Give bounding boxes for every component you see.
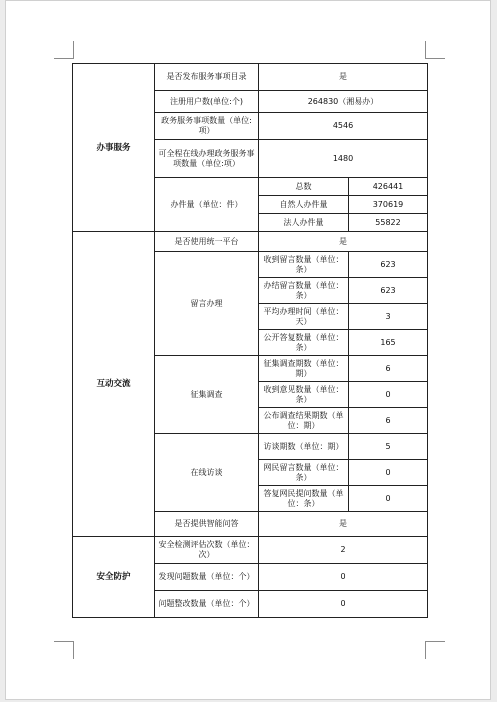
crop-mark-top-left-v xyxy=(73,41,74,59)
crop-mark-top-right-v xyxy=(425,41,426,59)
messages-received-value: 623 xyxy=(349,252,428,278)
survey-results-label: 公布调查结果期数（单位：期） xyxy=(259,408,349,434)
handling-natural-label: 自然人办件量 xyxy=(259,196,349,214)
interview-questions-value: 0 xyxy=(349,460,428,486)
messages-received-label: 收到留言数量（单位：条） xyxy=(259,252,349,278)
crop-mark-bottom-left-v xyxy=(73,641,74,659)
sec-found-label: 发现问题数量（单位：个） xyxy=(155,564,259,591)
survey-opinions-label: 收到意见数量（单位：条） xyxy=(259,382,349,408)
messages-avg-value: 3 xyxy=(349,304,428,330)
crop-mark-top-left-h xyxy=(54,58,74,59)
messages-finished-value: 623 xyxy=(349,278,428,304)
publish-catalog-value: 是 xyxy=(259,64,428,91)
service-items-value: 4546 xyxy=(259,113,428,140)
messages-finished-label: 办结留言数量（单位：条） xyxy=(259,278,349,304)
handling-legal-label: 法人办件量 xyxy=(259,214,349,232)
unified-platform-label: 是否使用统一平台 xyxy=(155,232,259,252)
table-row xyxy=(73,232,428,252)
interview-questions-label: 网民留言数量（单位：条） xyxy=(259,460,349,486)
messages-public-label: 公开答复数量（单位：条） xyxy=(259,330,349,356)
publish-catalog-label: 是否发布服务事项目录 xyxy=(155,64,259,91)
messages-avg-label: 平均办理时间（单位：天） xyxy=(259,304,349,330)
interview-periods-value: 5 xyxy=(349,434,428,460)
survey-results-value: 6 xyxy=(349,408,428,434)
survey-periods-value: 6 xyxy=(349,356,428,382)
messages-label: 留言办理 xyxy=(155,252,259,356)
handling-label: 办件量（单位：件） xyxy=(155,178,259,232)
interview-label: 在线访谈 xyxy=(155,434,259,512)
registered-users-label: 注册用户数(单位:个) xyxy=(155,91,259,113)
crop-mark-top-right-h xyxy=(425,58,445,59)
crop-mark-bottom-left-h xyxy=(54,641,74,642)
government-website-report-table xyxy=(72,63,428,618)
sec-found-value: 0 xyxy=(259,564,428,591)
survey-opinions-value: 0 xyxy=(349,382,428,408)
table-row xyxy=(73,64,428,91)
handling-natural-value: 370619 xyxy=(349,196,428,214)
sec-fixed-label: 问题整改数量（单位：个） xyxy=(155,591,259,618)
smart-qa-value: 是 xyxy=(259,512,428,537)
service-items-label: 政务服务事项数量（单位:项） xyxy=(155,113,259,140)
unified-platform-value: 是 xyxy=(259,232,428,252)
sec-fixed-value: 0 xyxy=(259,591,428,618)
handling-total-value: 426441 xyxy=(349,178,428,196)
survey-label: 征集调查 xyxy=(155,356,259,434)
online-full-items-label: 可全程在线办理政务服务事项数量（单位:项） xyxy=(155,140,259,178)
online-full-items-value: 1480 xyxy=(259,140,428,178)
sec-tests-label: 安全检测评估次数（单位：次） xyxy=(155,537,259,564)
survey-periods-label: 征集调查期数（单位：期） xyxy=(259,356,349,382)
registered-users-value: 264830（湘易办） xyxy=(259,91,428,113)
sec-tests-value: 2 xyxy=(259,537,428,564)
smart-qa-label: 是否提供智能问答 xyxy=(155,512,259,537)
interview-answers-label: 答复网民提问数量（单位：条） xyxy=(259,486,349,512)
handling-legal-value: 55822 xyxy=(349,214,428,232)
crop-mark-bottom-right-h xyxy=(425,641,445,642)
table-row xyxy=(73,537,428,564)
section-interaction: 互动交流 xyxy=(73,232,155,537)
section-service: 办事服务 xyxy=(73,64,155,232)
handling-total-label: 总数 xyxy=(259,178,349,196)
interview-answers-value: 0 xyxy=(349,486,428,512)
messages-public-value: 165 xyxy=(349,330,428,356)
section-security: 安全防护 xyxy=(73,537,155,618)
interview-periods-label: 访谈期数（单位：期） xyxy=(259,434,349,460)
crop-mark-bottom-right-v xyxy=(425,641,426,659)
